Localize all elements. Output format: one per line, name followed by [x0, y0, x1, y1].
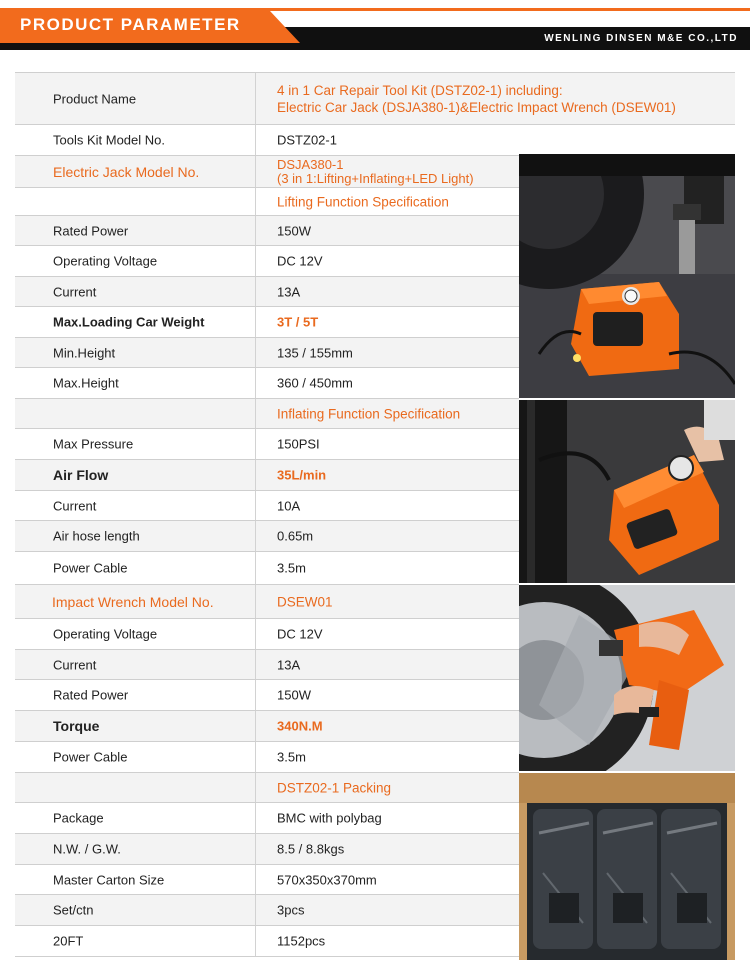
row-label: Power Cable [53, 560, 128, 576]
jack-model-line2: (3 in 1:Lifting+Inflating+LED Light) [277, 170, 474, 186]
row-value: 8.5 / 8.8kgs [277, 841, 345, 857]
row-value: BMC with polybag [277, 810, 382, 826]
table-row [15, 680, 519, 711]
row-label: Max.Loading Car Weight [53, 314, 205, 330]
row-label: Current [53, 284, 97, 299]
section-header-inflating [15, 399, 519, 429]
row-label: Current [53, 657, 97, 672]
row-value: 150PSI [277, 436, 320, 452]
row-label: Operating Voltage [53, 253, 158, 269]
impact-wrench-photo [519, 585, 735, 771]
section-header-packing [15, 773, 519, 803]
row-value: 13A [277, 284, 301, 299]
row-label: Max Pressure [53, 436, 134, 452]
row-label: Air hose length [53, 528, 140, 544]
table-row [15, 368, 519, 399]
row-value: 570x350x370mm [277, 872, 377, 887]
row-value: DSTZ02-1 [277, 132, 337, 148]
table-row-wrench-model [15, 585, 519, 619]
row-label: Product Name [53, 91, 137, 106]
row-value: 360 / 450mm [277, 375, 353, 391]
row-value: 135 / 155mm [277, 345, 353, 360]
table-row-air-flow [15, 460, 519, 491]
table-row [15, 338, 519, 368]
row-label: N.W. / G.W. [53, 841, 121, 857]
page-title: PRODUCT PARAMETER [20, 15, 241, 34]
row-label: Electric Jack Model No. [53, 163, 200, 180]
table-row [15, 429, 519, 460]
row-label: Power Cable [53, 749, 128, 765]
row-value: 3T / 5T [277, 314, 319, 330]
row-label: Operating Voltage [53, 626, 158, 642]
row-value: 3pcs [277, 902, 305, 918]
row-value: 1152pcs [277, 933, 326, 949]
row-label: Tools Kit Model No. [53, 132, 165, 148]
section-header-lifting [15, 188, 519, 216]
row-value: 340N.M [277, 718, 323, 734]
jack-model-line1: DSJA380-1 [277, 156, 344, 172]
row-value [277, 82, 676, 116]
table-row [15, 277, 519, 307]
row-value: 35L/min [277, 467, 327, 483]
row-value: DSEW01 [277, 594, 333, 609]
table-row [15, 742, 519, 773]
row-label: Rated Power [53, 223, 129, 238]
table-row-kit-model [15, 125, 735, 156]
page-header [0, 0, 750, 50]
row-value: 0.65m [277, 528, 314, 544]
row-value [277, 158, 474, 186]
table-row [15, 552, 519, 585]
product-name-line1: 4 in 1 Car Repair Tool Kit (DSTZ02-1) including: [277, 82, 563, 98]
row-label: Package [53, 810, 104, 826]
row-label: Rated Power [53, 687, 129, 703]
row-value: DC 12V [277, 253, 323, 269]
row-value: 3.5m [277, 749, 306, 765]
row-value: DC 12V [277, 626, 323, 642]
row-label: Air Flow [53, 467, 109, 483]
row-label: Impact Wrench Model No. [52, 593, 214, 610]
table-row [15, 246, 519, 277]
table-row [15, 895, 519, 926]
section-title: Lifting Function Specification [277, 194, 449, 209]
table-row-product-name [15, 72, 735, 125]
table-row [15, 491, 519, 521]
table-row-jack-model [15, 156, 519, 188]
row-label: Max.Height [53, 375, 119, 391]
product-name-line2: Electric Car Jack (DSJA380-1)&Electric Impact Wrench (DSEW01) [277, 99, 676, 115]
row-label: Set/ctn [53, 902, 94, 918]
table-row [15, 865, 519, 895]
inflator-photo [519, 400, 735, 583]
section-title: Inflating Function Specification [277, 406, 461, 421]
row-label: Current [53, 498, 97, 513]
section-title: DSTZ02-1 Packing [277, 780, 392, 795]
table-row [15, 926, 519, 957]
table-row [15, 650, 519, 680]
table-row [15, 834, 519, 865]
company-name: WENLING DINSEN M&E CO.,LTD [544, 33, 738, 44]
packing-carton-photo [519, 773, 735, 960]
row-value: 3.5m [277, 560, 306, 576]
table-row-max-loading [15, 307, 519, 338]
row-label: Torque [53, 718, 100, 734]
table-row-torque [15, 711, 519, 742]
table-row [15, 803, 519, 834]
table-row [15, 216, 519, 246]
header-accent-line [0, 8, 750, 11]
row-value: 13A [277, 657, 301, 672]
car-jack-photo [519, 154, 735, 398]
row-value: 150W [277, 687, 311, 703]
row-value: 10A [277, 498, 301, 513]
table-row [15, 521, 519, 552]
row-label: 20FT [53, 933, 84, 949]
row-value: 150W [277, 223, 311, 238]
row-label: Min.Height [53, 345, 116, 360]
row-label: Master Carton Size [53, 872, 165, 887]
table-row [15, 619, 519, 650]
